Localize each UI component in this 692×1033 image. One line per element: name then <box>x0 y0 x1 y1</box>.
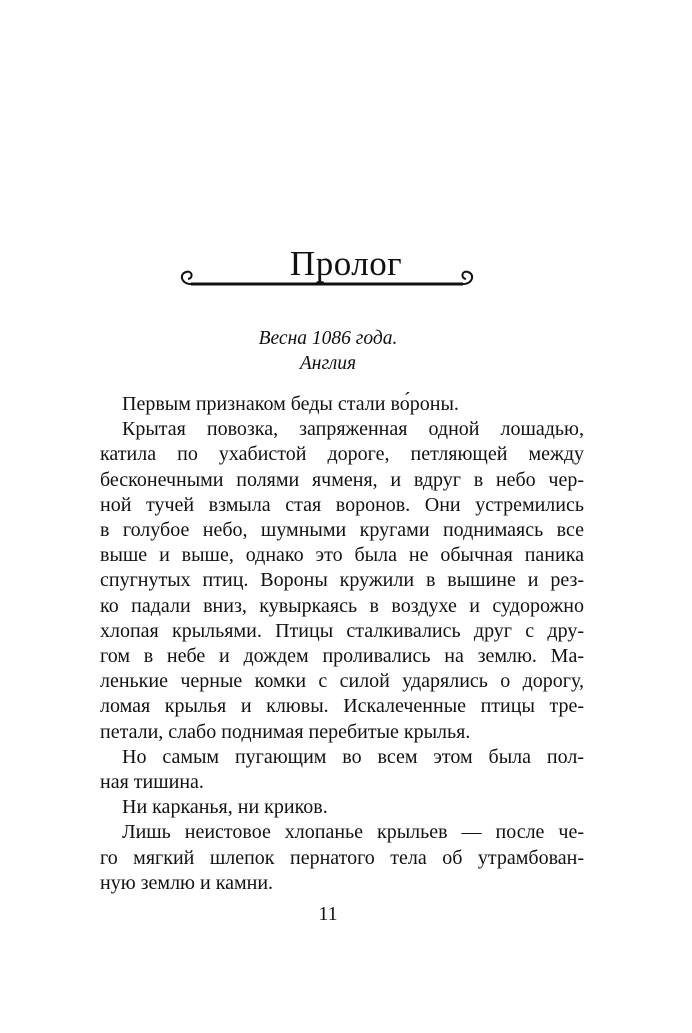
dateline <box>0 326 656 376</box>
text-line: Но самым пугающим во всем этом была пол- <box>122 745 584 768</box>
text-line: Лишь неистовое хлопанье крыльев — после че- <box>122 821 584 844</box>
text-line: ная тишина. <box>100 771 204 794</box>
paragraph <box>100 417 584 745</box>
text-line: го мягкий шлепок пернатого тела об утрамбован- <box>100 846 584 869</box>
text-line: гом в небе и дождем проливались на землю. Ма- <box>100 645 584 668</box>
text-line: Крытая повозка, запряженная одной лошадью, <box>122 418 584 441</box>
text-line: ной тучей взмыла стая воронов. Они устремились <box>100 493 584 516</box>
text-line: ко падали вниз, кувыркаясь в воздухе и судорожно <box>100 594 584 617</box>
paragraph <box>100 392 584 417</box>
dateline-season-year: Весна 1086 года. <box>258 328 398 349</box>
text-line: Первым признаком беды стали во́роны. <box>122 393 459 415</box>
text-line: петали, слабо поднимая перебитые крылья. <box>100 720 471 743</box>
text-line: бесконечными полями ячменя, и вдруг в небо чер- <box>100 468 584 491</box>
text-line: спугнутых птиц. Вороны кружили в вышине и рез- <box>100 569 584 592</box>
paragraph <box>100 795 584 820</box>
dateline-place: Англия <box>299 353 357 374</box>
body-text <box>100 392 584 896</box>
text-line: выше и выше, однако это была не обычная паника <box>100 544 584 567</box>
text-line: Ни карканья, ни криков. <box>122 796 328 819</box>
text-line: ленькие черные комки с силой ударялись о дорогу, <box>100 670 584 693</box>
text-line: катила по ухабистой дороге, петляющей между <box>100 443 584 466</box>
text-line: в голубое небо, шумными кругами поднимаясь все <box>100 519 584 542</box>
chapter-title: Пролог <box>289 244 403 283</box>
ornamental-rule-icon <box>177 266 477 296</box>
text-line: ную землю и камни. <box>100 871 274 894</box>
paragraph <box>100 820 584 896</box>
text-line: ломая крылья и клювы. Искалеченные птицы тре- <box>100 695 584 718</box>
page-number: 11 <box>318 903 338 925</box>
paragraph <box>100 745 584 795</box>
text-line: хлопая крыльями. Птицы сталкивались друг с дру- <box>100 619 584 642</box>
